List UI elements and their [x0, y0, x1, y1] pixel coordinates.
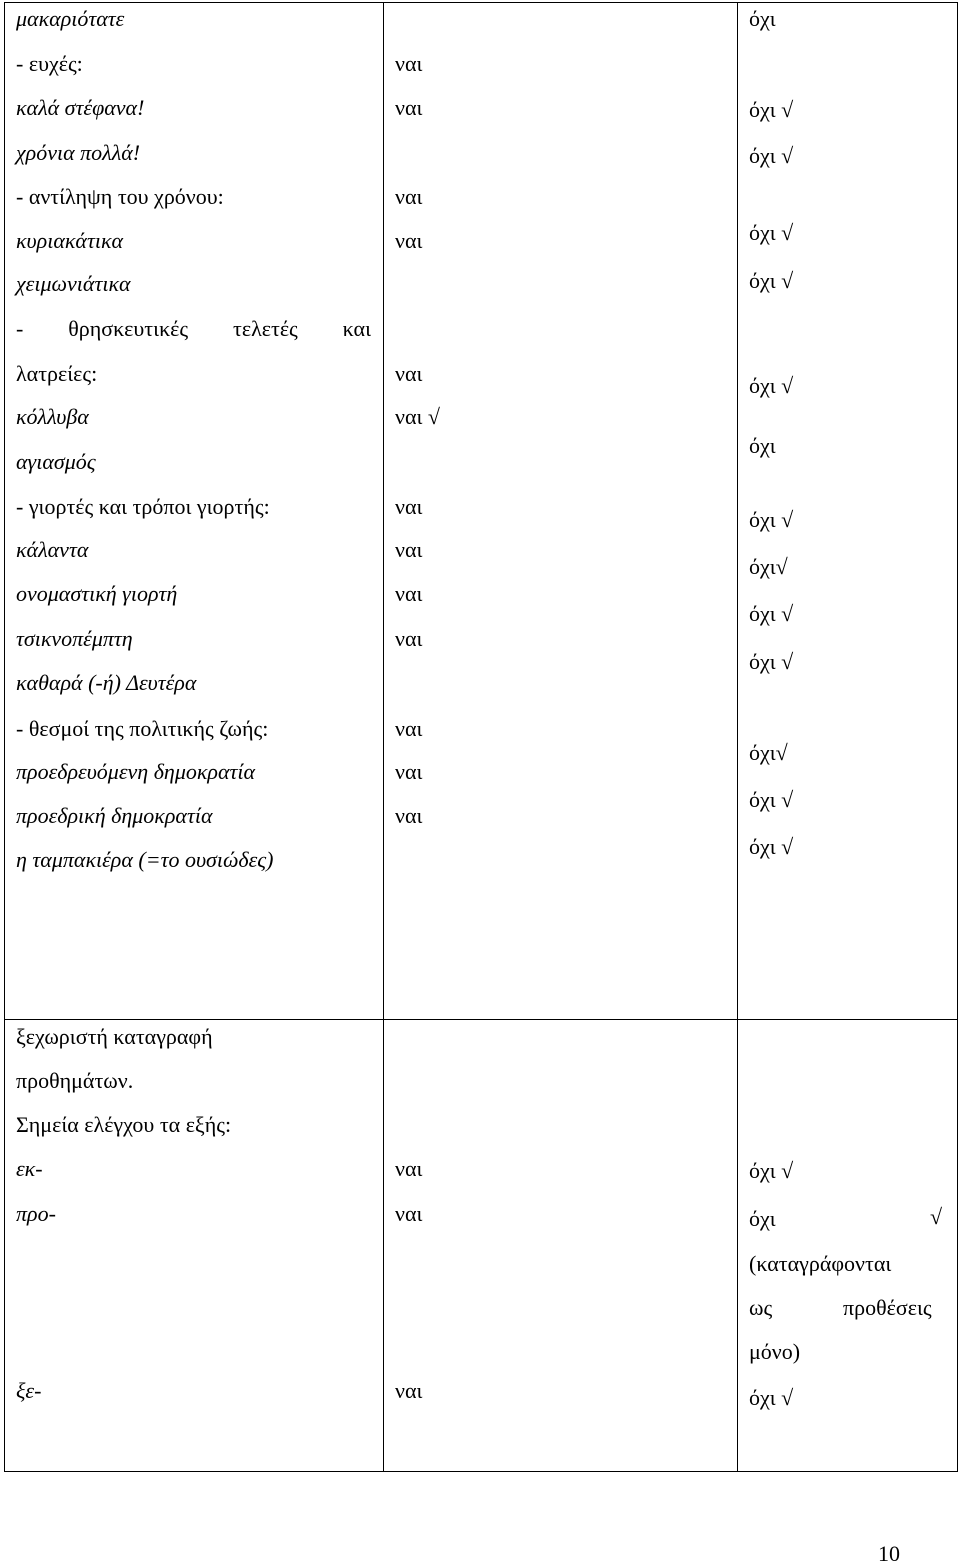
no-value: όχι	[749, 1206, 776, 1231]
no-value: όχι	[749, 433, 776, 458]
term-text: καθαρά (-ή) Δευτέρα	[16, 670, 197, 695]
term-text: μακαριότατε	[16, 6, 125, 31]
term-text: προεδρική δημοκρατία	[16, 803, 213, 828]
term-text: προ-	[16, 1201, 56, 1226]
note-text: προθέσεις	[843, 1295, 932, 1320]
note-text: ως	[749, 1295, 773, 1320]
term-text: καλά στέφανα!	[16, 95, 145, 120]
yes-value: ναι	[395, 361, 423, 386]
term-text: αγιασμός	[16, 449, 96, 474]
note-text: (καταγράφονται	[749, 1251, 892, 1276]
category-text: προθημάτων.	[16, 1068, 134, 1093]
category-text: ξεχωριστή καταγραφή	[16, 1024, 213, 1049]
no-value: όχι √	[749, 834, 794, 859]
category-text: - ευχές:	[16, 51, 83, 76]
yes-value: ναι	[395, 581, 423, 606]
yes-value: ναι	[395, 95, 423, 120]
yes-value: ναι	[395, 537, 423, 562]
page-number: 10	[878, 1541, 900, 1566]
no-value: όχι √	[749, 143, 794, 168]
no-value: όχι√	[749, 554, 788, 579]
no-value: όχι √	[749, 97, 794, 122]
check-mark: √	[930, 1204, 943, 1229]
yes-value: ναι	[395, 184, 423, 209]
term-text: η ταμπακιέρα (=το ουσιώδες)	[16, 847, 274, 872]
term-text: χρόνια πολλά!	[16, 140, 141, 165]
category-text: Σημεία ελέγχου τα εξής:	[16, 1112, 232, 1137]
yes-value: ναι	[395, 1156, 423, 1181]
no-value: όχι	[749, 6, 776, 31]
category-text: - αντίληψη του χρόνου:	[16, 184, 224, 209]
yes-value: ναι	[395, 1201, 423, 1226]
yes-value: ναι	[395, 494, 423, 519]
no-value: όχι √	[749, 373, 794, 398]
term-text: ονομαστική γιορτή	[16, 581, 178, 606]
category-text: - γιορτές και τρόποι γιορτής:	[16, 494, 270, 519]
row-divider	[4, 1019, 958, 1020]
category-text: - θρησκευτικές τελετές και	[16, 316, 371, 341]
column-divider	[383, 2, 384, 1472]
yes-value: ναι	[395, 759, 423, 784]
yes-value: ναι	[395, 626, 423, 651]
no-value: όχι √	[749, 268, 794, 293]
term-text: ξε-	[16, 1378, 42, 1403]
yes-value: ναι √	[395, 404, 440, 429]
term-text: κυριακάτικα	[16, 228, 124, 253]
yes-value: ναι	[395, 1378, 423, 1403]
no-value: όχι√	[749, 740, 788, 765]
term-text: χειμωνιάτικα	[16, 271, 131, 296]
no-value: όχι √	[749, 220, 794, 245]
no-value: όχι √	[749, 601, 794, 626]
no-value: όχι √	[749, 1158, 794, 1183]
no-value: όχι √	[749, 787, 794, 812]
column-divider	[737, 2, 738, 1472]
yes-value: ναι	[395, 716, 423, 741]
term-text: τσικνοπέμπτη	[16, 626, 133, 651]
term-text: κόλλυβα	[16, 404, 89, 429]
no-value: όχι √	[749, 1385, 794, 1410]
no-value: όχι √	[749, 507, 794, 532]
term-text: κάλαντα	[16, 537, 89, 562]
note-text: μόνο)	[749, 1339, 801, 1364]
category-text: λατρείες:	[16, 361, 98, 386]
category-text: - θεσμοί της πολιτικής ζωής:	[16, 716, 269, 741]
yes-value: ναι	[395, 228, 423, 253]
no-value: όχι √	[749, 649, 794, 674]
yes-value: ναι	[395, 803, 423, 828]
term-text: εκ-	[16, 1156, 43, 1181]
yes-value: ναι	[395, 51, 423, 76]
term-text: προεδρευόμενη δημοκρατία	[16, 759, 256, 784]
